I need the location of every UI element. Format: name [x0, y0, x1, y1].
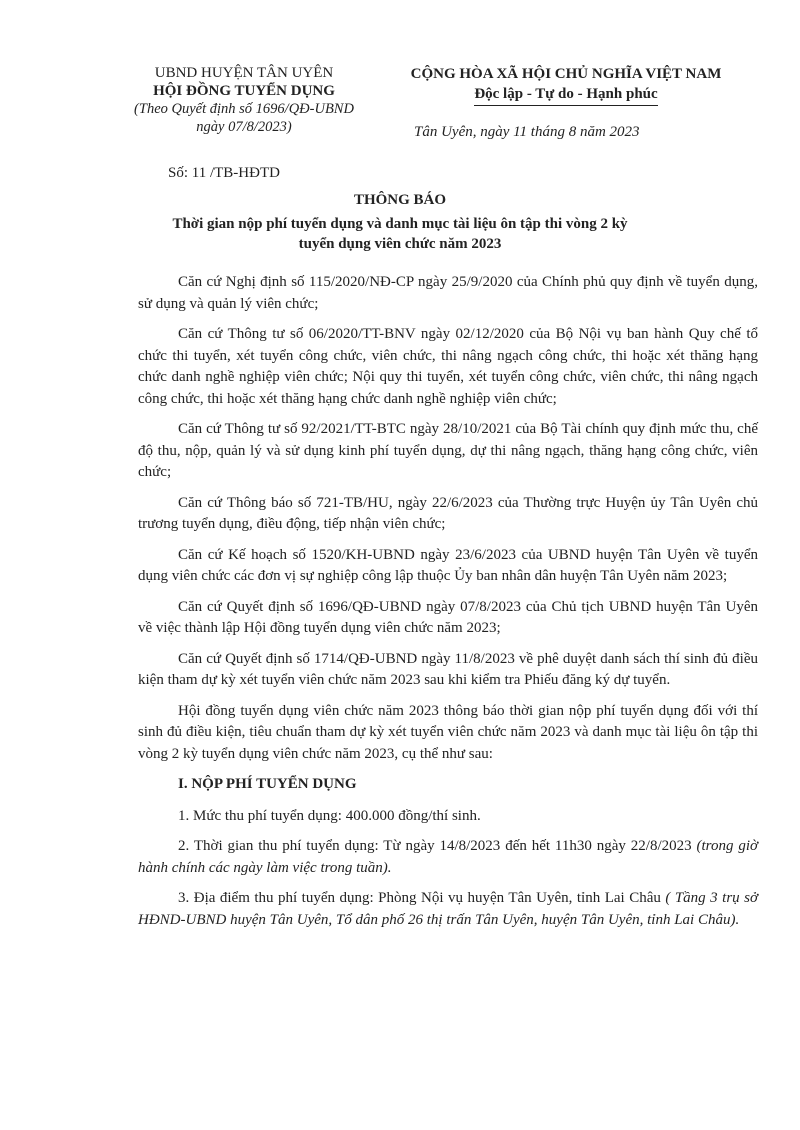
item-text: 3. Địa điểm thu phí tuyển dụng: Phòng Nội vụ huyện Tân Uyên, tỉnh Lai Châu: [178, 890, 661, 906]
issuer-org: UBND HUYỆN TÂN UYÊN: [154, 65, 334, 81]
reference-number: Số: 11 /TB-HĐTD: [168, 165, 280, 181]
document-body: [138, 272, 758, 940]
section-item-time: [138, 836, 758, 879]
section-item-location: [138, 888, 758, 931]
issue-date: Tân Uyên, ngày 11 tháng 8 năm 2023: [414, 124, 640, 140]
issuer-council: HỘI ĐỒNG TUYỂN DỤNG: [153, 83, 335, 99]
document-subject: Thời gian nộp phí tuyển dụng và danh mục tài liệu ôn tập thi vòng 2 kỳ tuyển dụng viên chức năm 2023: [172, 216, 628, 252]
document-type: THÔNG BÁO: [353, 192, 447, 208]
issuer-block: [126, 64, 362, 136]
item-text: 2. Thời gian thu phí tuyển dụng: Từ ngày 14/8/2023 đến hết 11h30 ngày 22/8/2023: [178, 838, 692, 854]
issuer-basis: (Theo Quyết định số 1696/QĐ-UBND ngày 07/8/2023): [134, 101, 354, 135]
paragraph: Căn cứ Quyết định số 1714/QĐ-UBND ngày 11/8/2023 về phê duyệt danh sách thí sinh đủ điều kiện tham dự kỳ xét tuyển viên chức năm 2023 sau khi kiểm tra Phiếu đăng ký dự tuyển.: [138, 650, 758, 688]
motto: Độc lập - Tự do - Hạnh phúc: [474, 84, 657, 106]
paragraph: Căn cứ Kế hoạch số 1520/KH-UBND ngày 23/6/2023 của UBND huyện Tân Uyên về tuyển dụng viên chức các đơn vị sự nghiệp công lập thuộc Ủy ban nhân dân huyện Tân Uyên năm 2023;: [138, 546, 758, 584]
national-motto-block: [378, 64, 754, 106]
nation-name: CỘNG HÒA XÃ HỘI CHỦ NGHĨA VIỆT NAM: [410, 66, 722, 82]
paragraph: Căn cứ Nghị định số 115/2020/NĐ-CP ngày 25/9/2020 của Chính phủ quy định về tuyển dụng, sử dụng và quản lý viên chức;: [138, 274, 758, 312]
paragraph: Căn cứ Quyết định số 1696/QĐ-UBND ngày 07/8/2023 của Chủ tịch UBND huyện Tân Uyên về việc thành lập Hội đồng tuyển dụng viên chức năm 2023;: [138, 598, 758, 636]
section-heading: I. NỘP PHÍ TUYỂN DỤNG: [178, 776, 357, 792]
item-note: ( Tầng 3 trụ sở HĐND-UBND huyện Tân Uyên, Tổ dân phố 26 thị trấn Tân Uyên, huyện Tân Uyên, tỉnh Lai Châu).: [138, 890, 759, 928]
paragraph: Căn cứ Thông tư số 92/2021/TT-BTC ngày 28/10/2021 của Bộ Tài chính quy định mức thu, chế độ thu, nộp, quản lý và sử dụng kinh phí tuyển dụng, dự thi nâng ngạch, thăng hạng công chức, viên chức;: [138, 421, 758, 480]
paragraph: Căn cứ Thông tư số 06/2020/TT-BNV ngày 02/12/2020 của Bộ Nội vụ ban hành Quy chế tổ chức thi tuyển, xét tuyển công chức, viên chức, thi nâng ngạch công chức, thi hoặc xét thăng hạng chức danh nghề nghiệp viên chức; Nội quy thi tuyển, xét tuyển công chức, viên chức, thi nâng ngạch công chức, thi hoặc xét thăng hạng chức danh nghề nghiệp viên chức;: [138, 326, 758, 407]
item-note: (trong giờ hành chính các ngày làm việc trong tuần).: [138, 838, 759, 876]
paragraph: Hội đồng tuyển dụng viên chức năm 2023 thông báo thời gian nộp phí tuyển dụng đối với thí sinh đủ điều kiện, tiêu chuẩn tham dự kỳ xét tuyển viên chức năm 2023 và danh mục tài liệu ôn tập thi vòng 2 kỳ tuyển dụng viên chức năm 2023, cụ thể như sau:: [138, 702, 758, 762]
paragraph: Căn cứ Thông báo số 721-TB/HU, ngày 22/6/2023 của Thường trực Huyện ủy Tân Uyên chủ trương tuyển dụng, điều động, tiếp nhận viên chức;: [138, 494, 758, 532]
section-item-fee: 1. Mức thu phí tuyển dụng: 400.000 đồng/thí sinh.: [178, 807, 481, 824]
